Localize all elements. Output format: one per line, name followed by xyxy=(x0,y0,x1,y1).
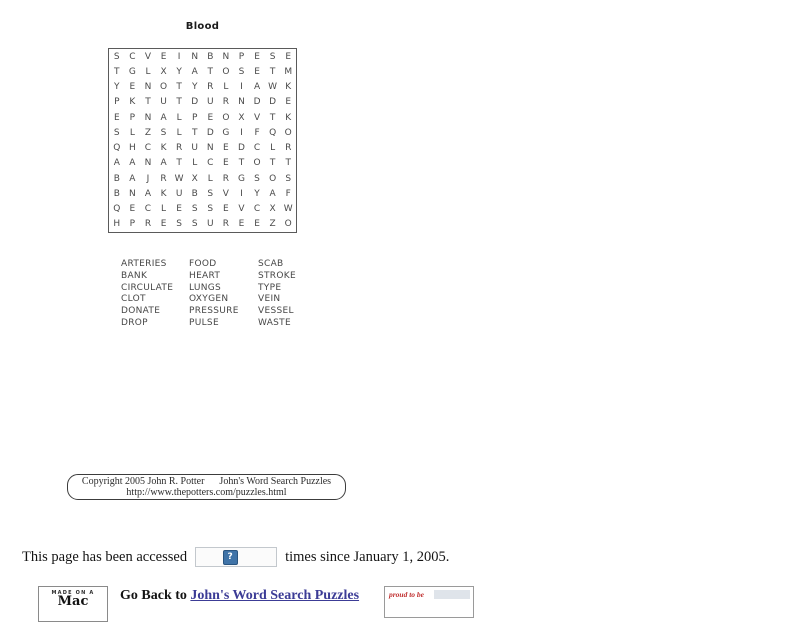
word-item: VEIN xyxy=(258,294,281,305)
grid-letter: T xyxy=(207,66,214,77)
grid-letter: P xyxy=(114,97,120,108)
grid-letter: T xyxy=(191,127,198,138)
word-list-column xyxy=(258,259,296,330)
proud-to-be-badge-graphic xyxy=(434,590,470,599)
grid-letter: R xyxy=(207,82,214,93)
grid-letter: L xyxy=(161,204,167,215)
grid-letter: G xyxy=(222,127,230,138)
grid-letter: E xyxy=(160,219,167,230)
grid-letter: T xyxy=(238,158,245,169)
grid-letter: S xyxy=(254,173,260,184)
proud-to-be-badge xyxy=(384,586,474,618)
access-text-after: times since January 1, 2005. xyxy=(285,548,450,565)
word-list-column xyxy=(189,259,239,330)
grid-letter: X xyxy=(160,66,167,77)
grid-letter: R xyxy=(222,219,229,230)
grid-letter: H xyxy=(113,219,121,230)
page-title: Blood xyxy=(185,21,220,32)
word-item: STROKE xyxy=(258,270,296,281)
grid-letter: I xyxy=(240,82,243,93)
grid-letter: V xyxy=(144,51,152,62)
grid-letter: D xyxy=(206,127,214,138)
grid-letter: E xyxy=(223,143,229,154)
grid-letter: A xyxy=(129,158,136,169)
go-back-line xyxy=(120,588,359,604)
grid-letter: A xyxy=(269,188,276,199)
word-search-grid xyxy=(108,48,297,233)
grid-letter: W xyxy=(268,82,278,93)
proud-to-be-badge-label: proud to be xyxy=(389,590,425,599)
grid-letter: U xyxy=(175,188,183,199)
grid-letter: E xyxy=(285,51,292,62)
grid-letter: Q xyxy=(269,127,277,138)
grid-letter: Y xyxy=(114,82,120,93)
grid-letter: T xyxy=(145,97,151,108)
hit-counter-box xyxy=(195,547,277,567)
go-back-link[interactable]: John's Word Search Puzzles xyxy=(190,588,360,603)
grid-letter: T xyxy=(269,112,276,123)
grid-letter: R xyxy=(160,173,167,184)
grid-letter: S xyxy=(238,66,245,77)
grid-letter: E xyxy=(176,204,182,215)
grid-letter: P xyxy=(129,219,136,230)
grid-letter: U xyxy=(206,219,214,230)
grid-letter: D xyxy=(191,97,199,108)
word-item: SCAB xyxy=(258,259,284,269)
grid-letter: A xyxy=(253,82,261,93)
grid-letter: I xyxy=(240,127,243,138)
word-item: CIRCULATE xyxy=(121,282,174,293)
grid-letter: Q xyxy=(113,143,121,154)
grid-letter: I xyxy=(240,188,243,199)
grid-letter: C xyxy=(207,158,214,169)
grid-letter: C xyxy=(144,204,152,215)
grid-letter: S xyxy=(191,219,198,230)
grid-letter: O xyxy=(253,158,261,169)
grid-letter: H xyxy=(128,143,136,154)
grid-letter: U xyxy=(160,97,167,108)
grid-letter: V xyxy=(253,112,261,123)
grid-letter: E xyxy=(223,158,229,169)
grid-letter: F xyxy=(285,188,291,199)
grid-letter: N xyxy=(206,143,214,154)
grid-letter: S xyxy=(191,204,198,215)
word-item: LUNGS xyxy=(189,282,222,293)
grid-letter: Q xyxy=(113,204,121,215)
access-text-before: This page has been accessed xyxy=(22,548,188,565)
grid-letter: E xyxy=(160,51,167,62)
grid-letter: B xyxy=(113,188,120,199)
grid-letter: N xyxy=(191,51,199,62)
grid-letter: S xyxy=(207,204,214,215)
grid-letter: A xyxy=(129,173,136,184)
grid-letter: L xyxy=(223,82,229,93)
grid-letter: G xyxy=(128,66,136,77)
word-item: CLOT xyxy=(121,294,146,305)
grid-letter: U xyxy=(191,143,198,154)
grid-letter: K xyxy=(160,143,167,154)
grid-letter: D xyxy=(269,97,277,108)
grid-letter: K xyxy=(129,97,136,108)
grid-letter: L xyxy=(192,158,198,169)
grid-letter: E xyxy=(129,82,136,93)
grid-letter: E xyxy=(254,219,260,230)
grid-letter: S xyxy=(160,127,167,138)
grid-letter: L xyxy=(207,173,213,184)
grid-letter: N xyxy=(144,158,152,169)
grid-letter: V xyxy=(238,204,245,215)
copyright-url: http://www.thepotters.com/puzzles.html xyxy=(126,486,287,498)
grid-letter: X xyxy=(269,204,276,215)
grid-letter: C xyxy=(129,51,136,62)
grid-letter: K xyxy=(160,188,167,199)
grid-letter: S xyxy=(269,51,276,62)
grid-letter: O xyxy=(222,112,230,123)
grid-letter: S xyxy=(113,51,120,62)
grid-letter: T xyxy=(285,158,291,169)
word-item: TYPE xyxy=(258,282,282,293)
grid-letter: L xyxy=(129,127,135,138)
grid-letter: A xyxy=(113,158,120,169)
grid-letter: X xyxy=(238,112,245,123)
grid-letter: T xyxy=(176,97,182,108)
grid-letter: O xyxy=(269,173,277,184)
grid-letter: S xyxy=(207,188,214,199)
grid-letter: S xyxy=(285,173,292,184)
grid-letter: O xyxy=(159,82,168,93)
grid-letter: E xyxy=(254,66,260,77)
word-list xyxy=(121,259,321,331)
grid-letter: B xyxy=(191,188,198,199)
word-item: FOOD xyxy=(189,259,217,269)
grid-letter: A xyxy=(144,188,152,199)
grid-letter: D xyxy=(253,97,261,108)
grid-letter: A xyxy=(191,66,198,77)
grid-letter: B xyxy=(207,51,214,62)
copyright-box xyxy=(67,474,346,500)
grid-letter: C xyxy=(144,143,152,154)
grid-letter: T xyxy=(269,158,276,169)
grid-letter: W xyxy=(174,173,184,184)
grid-letter: W xyxy=(283,204,293,215)
grid-letter: P xyxy=(238,51,245,62)
made-on-a-mac-badge xyxy=(38,586,108,622)
grid-letter: G xyxy=(237,173,245,184)
grid-letter: S xyxy=(176,219,182,230)
grid-letter: E xyxy=(254,51,260,62)
grid-letter: R xyxy=(175,143,183,154)
grid-letter: R xyxy=(285,143,292,154)
grid-letter: L xyxy=(176,112,182,123)
grid-letter: E xyxy=(223,204,229,215)
grid-letter: E xyxy=(129,204,136,215)
grid-letter: P xyxy=(191,112,198,123)
word-item: BANK xyxy=(121,270,148,281)
word-item: DROP xyxy=(121,317,148,328)
grid-letter: S xyxy=(113,127,120,138)
grid-letter: T xyxy=(269,66,276,77)
grid-letter: T xyxy=(176,82,182,93)
word-item: HEART xyxy=(189,270,221,281)
grid-letter: O xyxy=(284,127,292,138)
grid-letter: T xyxy=(176,158,182,169)
go-back-prefix: Go Back to xyxy=(120,588,191,603)
grid-letter: X xyxy=(191,173,198,184)
grid-letter: U xyxy=(206,97,214,108)
grid-letter: E xyxy=(238,219,245,230)
grid-letter: P xyxy=(129,112,136,123)
grid-letter: O xyxy=(222,66,230,77)
grid-letter: K xyxy=(285,82,292,93)
access-counter-line xyxy=(22,546,449,568)
grid-letter: A xyxy=(160,158,167,169)
grid-letter: N xyxy=(238,97,245,108)
grid-letter: N xyxy=(222,51,230,62)
word-item: DONATE xyxy=(121,306,161,317)
made-on-a-mac-badge-top-label: MADE ON A xyxy=(51,590,95,596)
grid-letter: M xyxy=(284,66,293,77)
grid-letter: E xyxy=(207,112,214,123)
word-item: VESSEL xyxy=(258,306,294,317)
grid-letter: D xyxy=(237,143,245,154)
grid-letter: Z xyxy=(144,127,152,138)
grid-letter: E xyxy=(113,112,120,123)
made-on-a-mac-badge-logo-text: Mac xyxy=(57,594,89,609)
grid-letter: I xyxy=(177,51,181,62)
grid-letter: J xyxy=(146,173,150,184)
grid-letter: N xyxy=(129,188,136,199)
grid-letter: B xyxy=(113,173,120,184)
grid-letter: V xyxy=(222,188,229,199)
word-item: OXYGEN xyxy=(189,294,229,305)
word-list-column xyxy=(121,259,173,330)
grid-letter: Y xyxy=(191,82,198,93)
grid-letter: F xyxy=(254,127,260,138)
grid-letter: L xyxy=(270,143,276,154)
grid-letter: R xyxy=(144,219,152,230)
grid-letter: Y xyxy=(254,188,260,199)
grid-letter: O xyxy=(284,219,292,230)
grid-letter: L xyxy=(176,127,182,138)
grid-letter: R xyxy=(222,97,229,108)
word-item: PRESSURE xyxy=(189,306,239,317)
word-item: ARTERIES xyxy=(121,259,167,269)
word-item: WASTE xyxy=(258,317,291,328)
grid-letter: K xyxy=(285,112,292,123)
word-item: PULSE xyxy=(189,317,219,328)
grid-letter: T xyxy=(114,66,120,77)
grid-letter: Y xyxy=(176,66,182,77)
grid-letter: A xyxy=(160,112,167,123)
grid-letter: C xyxy=(253,204,261,215)
copyright-line1: Copyright 2005 John R. Potter John's Word Search Puzzles xyxy=(81,476,332,487)
grid-letter: C xyxy=(253,143,261,154)
grid-letter: Z xyxy=(269,219,276,230)
grid-letter: N xyxy=(144,82,152,93)
broken-image-icon: ? xyxy=(223,550,238,565)
grid-letter: R xyxy=(222,173,229,184)
grid-letter: L xyxy=(145,66,151,77)
grid-letter: E xyxy=(285,97,292,108)
grid-letter: N xyxy=(144,112,152,123)
